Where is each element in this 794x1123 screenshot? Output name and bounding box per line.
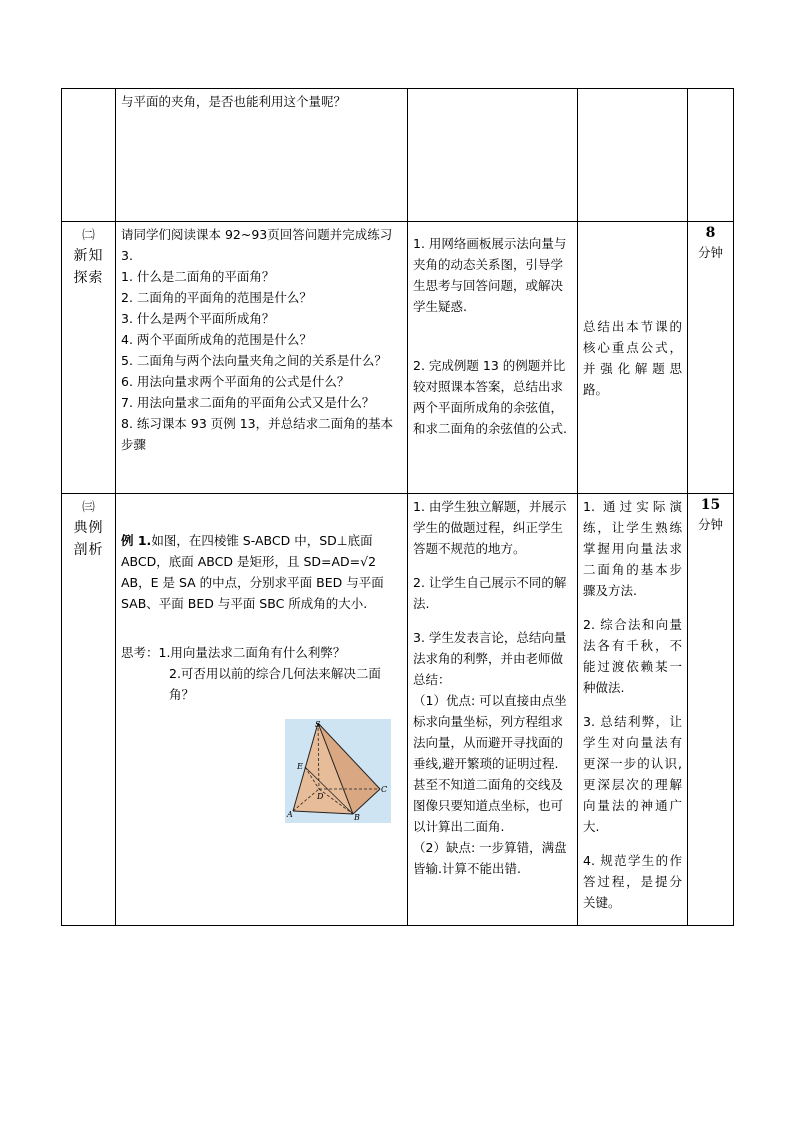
content-line: 2. 二面角的平面角的范围是什么？ <box>121 290 312 305</box>
intent-cell <box>578 494 688 926</box>
intent-cell <box>578 222 688 494</box>
vertex-label-a: A <box>287 810 293 819</box>
intent-text: 总结出本节课的核心重点公式，并强化解题思路。 <box>583 318 682 397</box>
teacher-cell <box>408 222 578 494</box>
content-line: 7. 用法向量求二面角的平面角公式又是什么？ <box>121 395 375 410</box>
content-line: 6. 用法向量求两个平面角的公式是什么？ <box>121 374 350 389</box>
time-unit: 分钟 <box>697 517 723 532</box>
content-cell <box>116 89 408 222</box>
table-row <box>62 222 734 494</box>
content-line: 请同学们阅读课本 92~93页回答问题并完成练习 3. <box>121 227 393 263</box>
vertex-label-s: S <box>315 720 321 729</box>
time-cell <box>688 89 734 222</box>
section-name: 探索 <box>73 270 104 286</box>
content-text: 与平面的夹角，是否也能利用这个量呢？ <box>121 94 347 109</box>
section-name: 剖析 <box>73 542 104 558</box>
teacher-step: 2. 完成例题 13 的例题并比较对照课本答案，总结出求两个平面所成角的余弦值，和求二面角的余弦值的公式. <box>413 358 567 436</box>
example-problem <box>121 530 402 614</box>
content-cell <box>116 494 408 926</box>
example-text: 如图，在四棱锥 S-ABCD 中，SD⊥底面 ABCD，底面 ABCD 是矩形，且 SD=AD=√2 AB，E 是 SA 的中点，分别求平面 BED 与平面 SAB、平面 BED 与平面 SBC 所成角的大小. <box>121 533 384 611</box>
example-label: 例 1. <box>121 533 152 548</box>
teacher-step: （2）缺点: 一步算错，满盘皆输.计算不能出错. <box>413 840 567 876</box>
vertex-label-e: E <box>297 762 303 771</box>
think-question: 思考：1.用向量法求二面角有什么利弊？ <box>121 645 346 660</box>
vertex-label-c: C <box>381 785 388 794</box>
teacher-step: 2. 让学生自己展示不同的解法. <box>413 575 567 611</box>
teacher-step: 3. 学生发表言论，总结向量法求角的利弊，并由老师做总结： <box>413 630 567 687</box>
section-number: ㈡ <box>82 227 95 242</box>
time-value: 15 <box>700 497 721 513</box>
content-line: 5. 二面角与两个法向量夹角之间的关系是什么？ <box>121 353 387 368</box>
table-row <box>62 89 734 222</box>
pyramid-diagram <box>285 719 391 823</box>
teacher-step: （1）优点: 可以直接由点坐标求向量坐标，列方程组求法向量，从而避开寻找面的垂线,避开繁琐的证明过程. 甚至不知道二面角的交线及图像只要知道点坐标，也可以计算出二面角. <box>413 693 567 834</box>
intent-cell <box>578 89 688 222</box>
teacher-step: 1. 由学生独立解题，并展示学生的做题过程，纠正学生答题不规范的地方。 <box>413 499 567 556</box>
content-line: 1. 什么是二面角的平面角？ <box>121 269 275 284</box>
table-row <box>62 494 734 926</box>
content-line: 8. 练习课本 93 页例 13，并总结求二面角的基本步骤 <box>121 416 394 452</box>
teacher-cell <box>408 89 578 222</box>
time-unit: 分钟 <box>697 245 723 260</box>
pyramid-figure <box>285 719 391 823</box>
intent-point: 2. 综合法和向量法各有千秋，不能过渡依赖某一种做法. <box>583 617 682 695</box>
think-question: 2.可否用以前的综合几何法来解决二面角？ <box>169 666 381 702</box>
section-name: 新知 <box>73 248 104 264</box>
vertex-label-b: B <box>354 813 360 822</box>
content-line: 4. 两个平面所成角的范围是什么？ <box>121 332 312 347</box>
teacher-cell <box>408 494 578 926</box>
section-cell <box>62 89 116 222</box>
section-name: 典例 <box>73 520 104 536</box>
time-cell <box>688 222 734 494</box>
intent-point: 4. 规范学生的作答过程，是提分关键。 <box>583 853 682 910</box>
intent-point: 3. 总结利弊，让学生对向量法有更深一步的认识,更深层次的理解向量法的神通广大. <box>583 714 682 834</box>
vertex-label-d: D <box>317 792 324 801</box>
section-cell <box>62 222 116 494</box>
intent-point: 1. 通过实际演练，让学生熟练掌握用向量法求二面角的基本步骤及方法. <box>583 499 682 598</box>
lesson-plan-table <box>61 88 734 926</box>
content-line: 3. 什么是两个平面所成角？ <box>121 311 275 326</box>
section-number: ㈢ <box>82 499 95 514</box>
time-cell <box>688 494 734 926</box>
content-cell <box>116 222 408 494</box>
teacher-step: 1. 用网络画板展示法向量与夹角的动态关系图，引导学生思考与回答问题，或解决学生疑惑. <box>413 236 567 314</box>
time-value: 8 <box>705 225 716 241</box>
section-cell <box>62 494 116 926</box>
